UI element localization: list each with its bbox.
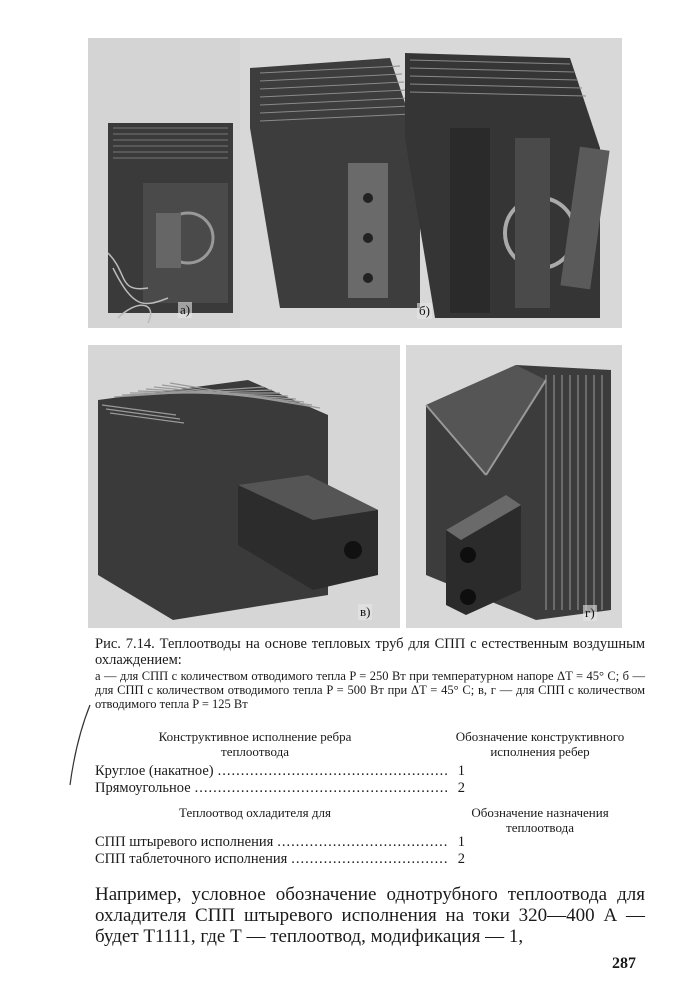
photo-panel-b — [240, 38, 622, 328]
row-code: 1 — [457, 763, 465, 779]
leader-dots — [195, 780, 447, 797]
row-code: 2 — [457, 851, 465, 867]
row-name: СПП штыревого исполнения — [95, 834, 274, 850]
photo-panel-g — [406, 345, 622, 628]
table1-row — [95, 780, 465, 797]
table2-row — [95, 834, 465, 851]
caption-note: а — для СПП с количеством отводимого тепла P = 250 Вт при температурном напоре ΔT = 45° С; б — для СПП с количеством отводимого тепла P = 500 Вт при ΔT = 45° С; в, г — для СПП с количеством отводимого тепла P = 125 Вт — [95, 669, 645, 711]
table2-row — [95, 851, 465, 868]
table1-header-left: Конструктивное исполнение ребра теплоотвода — [158, 729, 352, 759]
panel-label-v: в) — [360, 604, 371, 619]
panel-label-a: а) — [180, 302, 191, 317]
leader-dots — [277, 834, 447, 851]
leader-dots — [291, 851, 447, 868]
leader-dots — [218, 763, 447, 780]
table1-row — [95, 763, 465, 780]
body-paragraph: Например, условное обозначение однотрубного теплоотвода для охладителя СПП штыревого исполнения на токи 320—400 А — будет Т1111, где Т — теплоотвод, модификация — 1, — [95, 884, 645, 947]
row-name: Прямоугольное — [95, 780, 191, 796]
row-code: 1 — [457, 834, 465, 850]
photo-panel-v — [88, 345, 400, 628]
table2-header-right: Обозначение назначения теплоотвода — [471, 805, 609, 835]
panel-label-b: б) — [419, 303, 430, 318]
photo-panel-a — [88, 38, 240, 328]
figure-caption — [95, 636, 645, 711]
row-code: 2 — [457, 780, 465, 796]
panel-label-g: г) — [585, 605, 595, 620]
row-name: СПП таблеточного исполнения — [95, 851, 288, 867]
table1-header-right: Обозначение конструктивного исполнения ребер — [455, 729, 625, 759]
row-name: Круглое (накатное) — [95, 763, 214, 779]
page-number: 287 — [612, 955, 636, 972]
caption-title: Рис. 7.14. Теплоотводы на основе тепловых труб для СПП с естественным воздушным охлаждением: — [95, 636, 645, 668]
table2-header-left: Теплоотвод охладителя для — [179, 805, 331, 820]
margin-pen-mark — [60, 700, 100, 790]
